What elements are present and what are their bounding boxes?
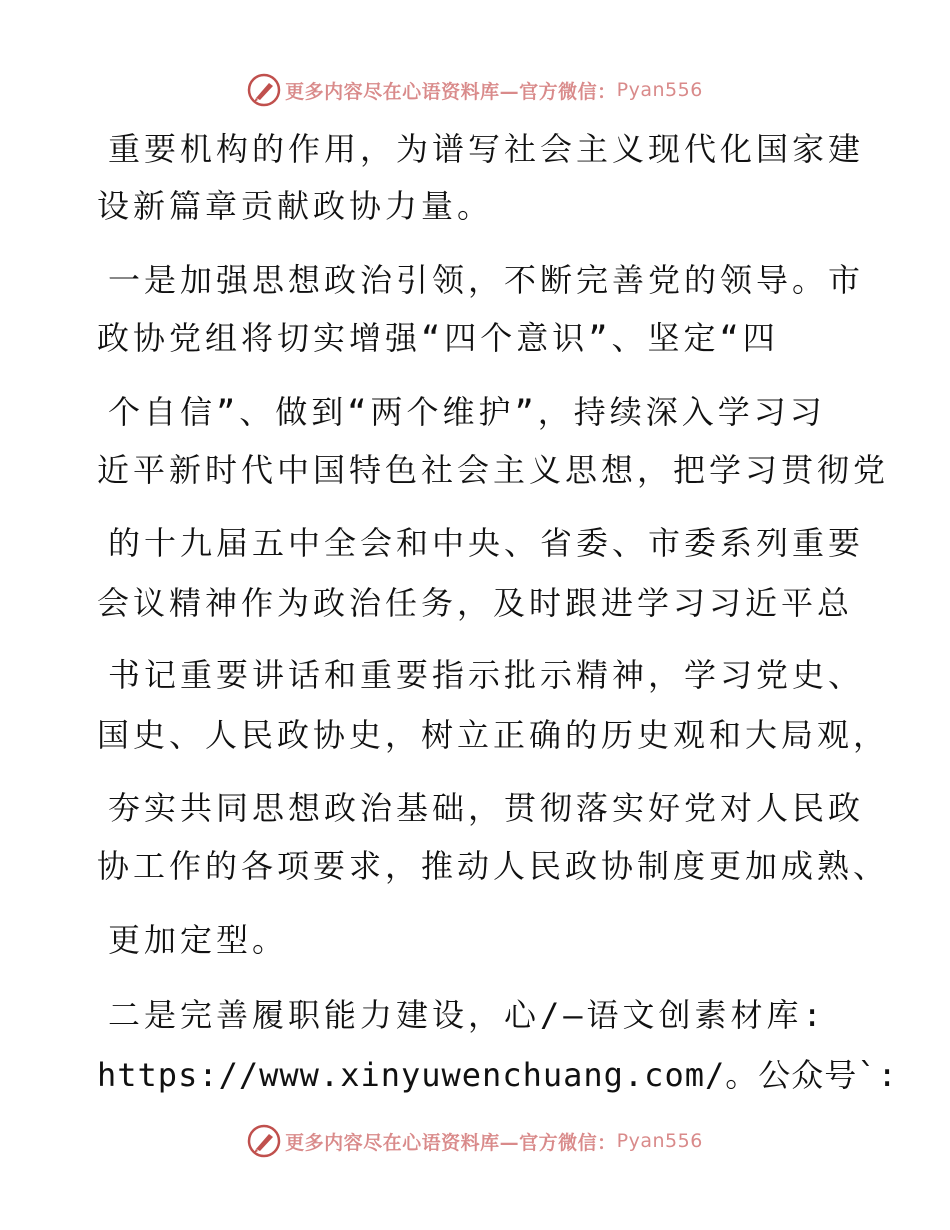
text-line: 协工作的各项要求，推动人民政协制度更加成熟、 <box>97 847 890 885</box>
text-line: 重要机构的作用，为谱写社会主义现代化国家建 <box>108 130 865 168</box>
text-line: 国史、人民政协史，树立正确的历史观和大局观， <box>97 716 890 754</box>
text-line: 个自信”、做到“两个维护”，持续深入学习习 <box>108 393 826 431</box>
text-line: 二是完善履职能力建设，心/—语文创素材库: <box>108 996 826 1034</box>
banner-text: 更多内容尽在心语资料库—官方微信： <box>285 80 617 103</box>
footer-watermark-banner <box>0 1121 950 1161</box>
banner-wechat-id: Pyan556 <box>616 1130 703 1152</box>
text-line: 书记重要讲话和重要指示批示精神，学习党史、 <box>108 656 865 694</box>
text-line: 会议精神作为政治任务，及时跟进学习习近平总 <box>97 584 854 622</box>
banner-text: 更多内容尽在心语资料库—官方微信： <box>285 1131 617 1154</box>
text-line: 设新篇章贡献政协力量。 <box>97 187 494 225</box>
header-watermark-banner <box>0 70 950 110</box>
banner-wechat-id: Pyan556 <box>616 79 703 101</box>
text-line: 一是加强思想政治引领，不断完善党的领导。市 <box>108 261 865 299</box>
text-line: 的十九届五中全会和中央、省委、市委系列重要 <box>108 524 865 562</box>
text-line: 更加定型。 <box>108 921 289 959</box>
text-line: 政协党组将切实增强“四个意识”、坚定“四 <box>97 319 779 357</box>
text-line: 近平新时代中国特色社会主义思想，把学习贯彻党 <box>97 451 890 489</box>
text-line: 夯实共同思想政治基础，贯彻落实好党对人民政 <box>108 789 865 827</box>
url-text-line: https://www.xinyuwenchuang.com/。公众号`: <box>97 1056 898 1094</box>
pen-logo-icon <box>247 1124 281 1158</box>
pen-logo-icon <box>247 73 281 107</box>
